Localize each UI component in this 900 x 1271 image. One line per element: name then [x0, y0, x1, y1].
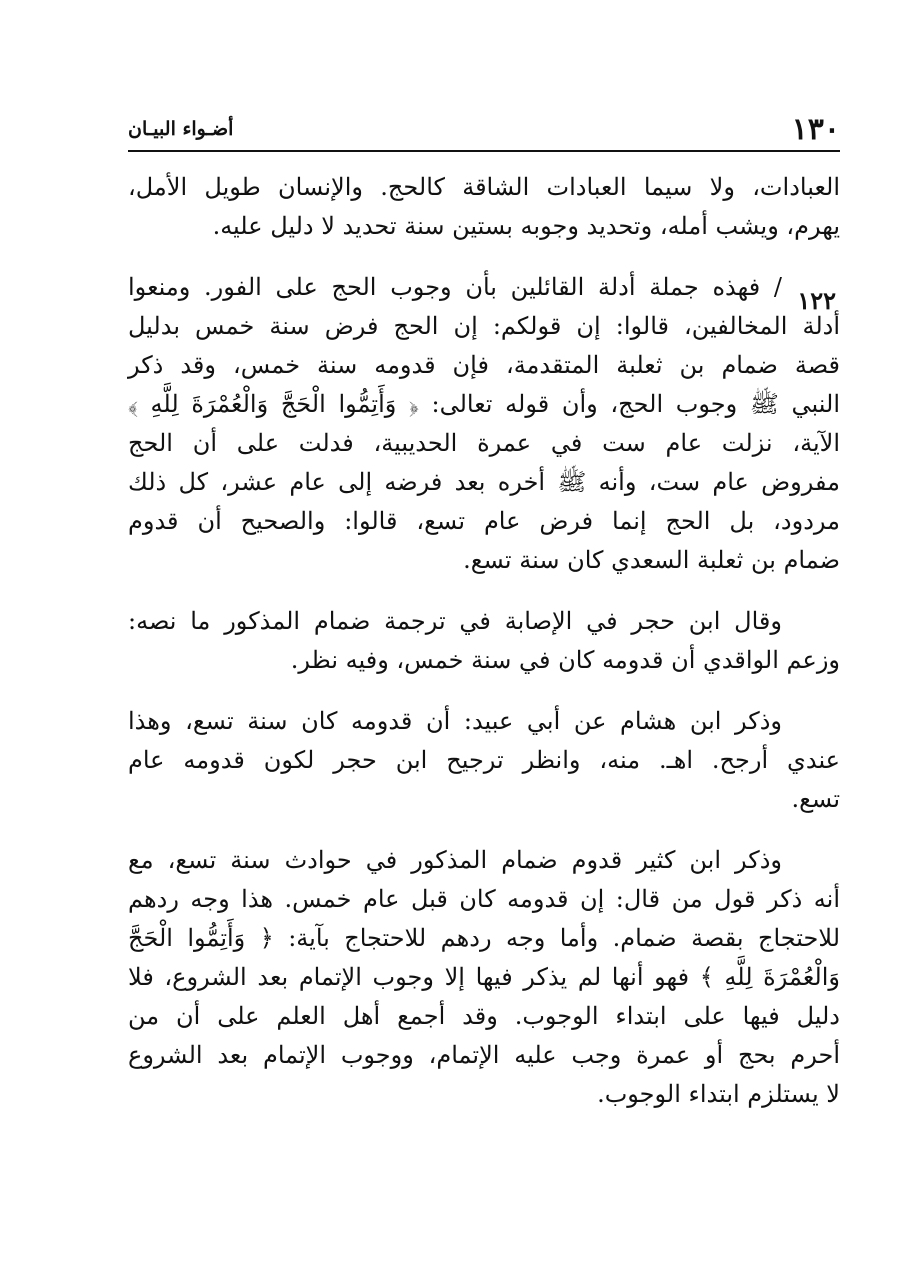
- running-title: أضـواء البيـان: [128, 118, 234, 140]
- text-line: الآية، نزلت عام ست في عمرة الحديبية، فدلت على أن الحج: [128, 429, 840, 457]
- text-line: للاحتجاج بقصة ضمام. وأما وجه ردهم للاحتجاج بآية: ﴿ وَأَتِمُّوا الْحَجَّ: [128, 924, 840, 952]
- text-line: أنه ذكر قول من قال: إن قدومه كان قبل عام خمس. هذا وجه ردهم: [128, 885, 841, 913]
- paragraph-2: [128, 268, 840, 580]
- text-line: وقال ابن حجر في الإصابة في ترجمة ضمام المذكور ما نصه:: [128, 607, 782, 635]
- text-line: وزعم الواقدي أن قدومه كان في سنة خمس، وفيه نظر.: [290, 646, 840, 674]
- header-divider: [128, 150, 840, 152]
- text-line: دليل فيها على ابتداء الوجوب. وقد أجمع أهل العلم على أن من: [128, 1002, 840, 1030]
- text-line: وَالْعُمْرَةَ لِلَّهِ ﴾ فهو أنها لم يذكر فيها إلا وجوب الإتمام بعد الشروع، فلا: [128, 963, 840, 991]
- page-header: [128, 108, 840, 148]
- text-line: مفروض عام ست، وأنه ﷺ أخره بعد فرضه إلى عام عشر، كل ذلك: [128, 468, 840, 496]
- text-line: النبي ﷺ وجوب الحج، وأن قوله تعالى: ﴿ وَأَتِمُّوا الْحَجَّ وَالْعُمْرَةَ لِلَّهِ ﴾: [128, 390, 840, 418]
- text-line: العبادات، ولا سيما العبادات الشاقة كالحج. والإنسان طويل الأمل،: [128, 173, 840, 201]
- paragraph-1: [128, 168, 840, 246]
- text-line: أدلة المخالفين، قالوا: إن قولكم: إن الحج فرض سنة خمس بدليل: [128, 312, 840, 340]
- text-line: وذكر ابن هشام عن أبي عبيد: أن قدومه كان سنة تسع، وهذا: [128, 707, 782, 735]
- text-line: يهرم، ويشب أمله، وتحديد وجوبه بستين سنة تحديد لا دليل عليه.: [212, 212, 840, 240]
- margin-page-reference: ١٢٢: [797, 286, 836, 315]
- text-line: وذكر ابن كثير قدوم ضمام المذكور في حوادث سنة تسع، مع: [128, 846, 782, 874]
- text-line: أحرم بحج أو عمرة وجب عليه الإتمام، ووجوب الإتمام بعد الشروع: [128, 1041, 840, 1069]
- text-line: مردود، بل الحج إنما فرض عام تسع، قالوا: والصحيح أن قدوم: [128, 507, 840, 535]
- paragraph-3: [128, 602, 840, 680]
- text-line: تسع.: [791, 785, 840, 813]
- paragraph-4: [128, 702, 840, 819]
- page-number: ١٣٠: [791, 112, 840, 147]
- text-line: قصة ضمام بن ثعلبة المتقدمة، فإن قدومه سنة خمس، وقد ذكر: [128, 351, 841, 379]
- text-line: عندي أرجح. اهـ. منه، وانظر ترجيح ابن حجر لكون قدومه عام: [128, 746, 840, 774]
- paragraph-5: [128, 841, 840, 1114]
- body-text: [128, 168, 840, 1136]
- text-line: / فهذه جملة أدلة القائلين بأن وجوب الحج على الفور. ومنعوا: [128, 273, 782, 301]
- text-line: ضمام بن ثعلبة السعدي كان سنة تسع.: [463, 546, 840, 574]
- text-line: لا يستلزم ابتداء الوجوب.: [597, 1080, 840, 1108]
